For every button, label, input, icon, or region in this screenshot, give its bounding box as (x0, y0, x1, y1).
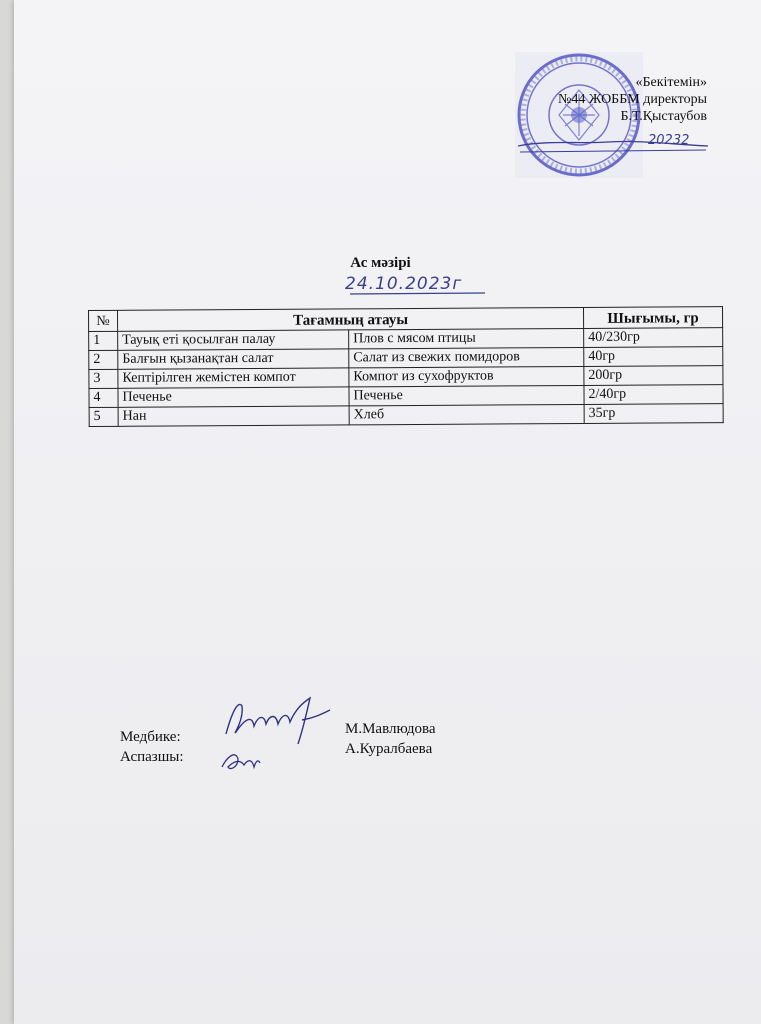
row-number: 5 (89, 407, 118, 426)
dish-name-kz: Печенье (118, 387, 349, 407)
row-number: 3 (89, 369, 118, 388)
cook-name: А.Куралбаева (345, 741, 433, 757)
menu-table (88, 306, 724, 427)
nurse-name: М.Мавлюдова (345, 721, 436, 737)
cook-signature (218, 745, 263, 775)
dish-name-ru: Хлеб (349, 404, 584, 424)
approval-line-3: Б.Т.Қыстаубов (620, 109, 707, 124)
nurse-label: Медбике: (120, 729, 181, 745)
dish-name-kz: Кептірілген жемістен компот (118, 368, 349, 388)
approval-line-2: №44 ЖОББМ директоры (558, 92, 707, 107)
director-signature (518, 130, 713, 154)
approval-line-1: «Бекітемін» (635, 75, 707, 90)
row-number: 2 (89, 350, 118, 369)
dish-yield: 40/230гр (584, 328, 723, 348)
nurse-signature (218, 692, 338, 752)
dish-name-kz: Балғын қызанақтан салат (118, 349, 349, 369)
dish-name-kz: Тауық еті қосылған палау (118, 330, 349, 350)
handwritten-date: 24.10.2023г (345, 274, 463, 294)
row-number: 4 (89, 388, 118, 407)
signature-labels (120, 727, 184, 767)
dish-name-ru: Компот из сухофруктов (349, 366, 584, 386)
page-title: Ас мәзірі (350, 255, 411, 271)
approval-block (558, 74, 707, 125)
dish-yield: 2/40гр (584, 385, 723, 405)
row-number: 1 (89, 331, 118, 350)
date-underline (350, 291, 485, 297)
header-yield: Шығымы, гр (583, 307, 722, 329)
dish-yield: 40гр (584, 347, 723, 367)
header-number: № (89, 310, 118, 331)
dish-name-ru: Печенье (349, 385, 584, 405)
signature-names (345, 719, 436, 759)
dish-yield: 200гр (584, 366, 723, 386)
approval-date: 20232 (648, 133, 690, 148)
dish-name-ru: Салат из свежих помидоров (349, 347, 584, 367)
table-row (89, 404, 723, 427)
dish-name-ru: Плов с мясом птицы (349, 328, 584, 348)
cook-label: Аспазшы: (120, 749, 184, 765)
header-dish-name: Тағамның атауы (118, 307, 584, 331)
dish-yield: 35гр (584, 404, 723, 424)
dish-name-kz: Нан (118, 406, 349, 426)
